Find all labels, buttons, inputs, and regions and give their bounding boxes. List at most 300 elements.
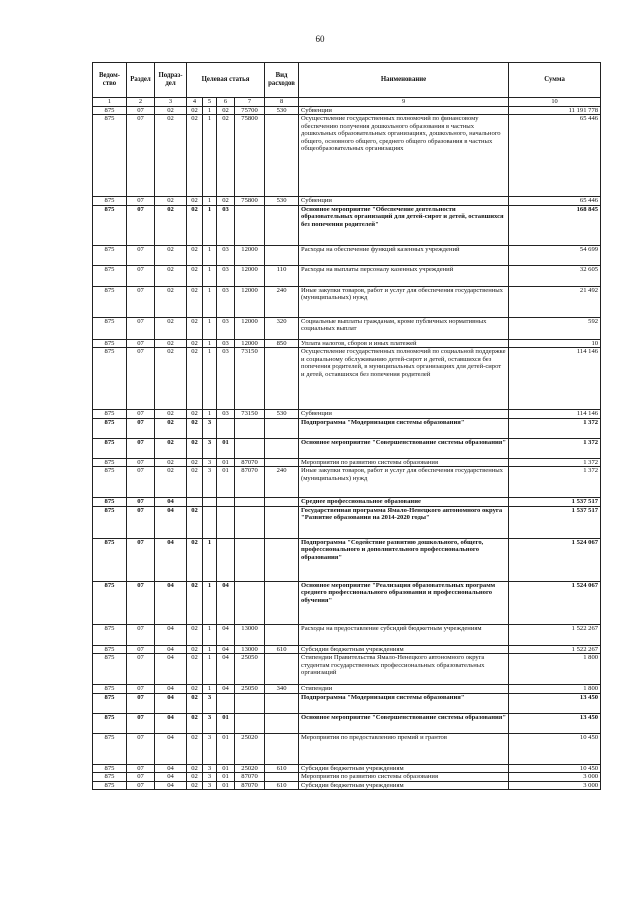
program-code-cell: 02 bbox=[187, 339, 203, 348]
activity-code-cell: 04 bbox=[217, 685, 235, 694]
table-row bbox=[93, 506, 601, 538]
subsection-cell: 04 bbox=[155, 506, 187, 538]
table-row bbox=[93, 538, 601, 581]
sum-cell: 65 446 bbox=[509, 197, 601, 206]
department-cell: 875 bbox=[93, 624, 127, 645]
expense-type-cell bbox=[265, 713, 299, 733]
direction-code-cell bbox=[235, 713, 265, 733]
activity-code-cell: 01 bbox=[217, 781, 235, 790]
column-numbers-row bbox=[93, 98, 601, 107]
department-cell: 875 bbox=[93, 654, 127, 685]
expense-type-cell: 530 bbox=[265, 106, 299, 115]
subsection-cell: 04 bbox=[155, 773, 187, 782]
program-code-cell: 02 bbox=[187, 693, 203, 713]
table-row bbox=[93, 581, 601, 624]
table-row bbox=[93, 197, 601, 206]
name-cell: Расходы на предоставление субсидий бюджетным учреждениям bbox=[299, 624, 509, 645]
header-row bbox=[93, 63, 601, 98]
activity-code-cell: 03 bbox=[217, 317, 235, 339]
expense-type-cell bbox=[265, 115, 299, 197]
activity-code-cell bbox=[217, 538, 235, 581]
subprogram-code-cell: 1 bbox=[203, 624, 217, 645]
subprogram-code-cell: 3 bbox=[203, 713, 217, 733]
name-cell: Субсидии бюджетным учреждениям bbox=[299, 645, 509, 654]
program-code-cell: 02 bbox=[187, 286, 203, 317]
department-cell: 875 bbox=[93, 506, 127, 538]
sum-cell: 32 605 bbox=[509, 265, 601, 286]
expense-type-cell bbox=[265, 581, 299, 624]
program-code-cell: 02 bbox=[187, 197, 203, 206]
section-cell: 07 bbox=[127, 317, 155, 339]
header-name: Наименование bbox=[299, 63, 509, 98]
subprogram-code-cell: 3 bbox=[203, 458, 217, 467]
subsection-cell: 04 bbox=[155, 693, 187, 713]
section-cell: 07 bbox=[127, 418, 155, 438]
section-cell: 07 bbox=[127, 205, 155, 245]
section-cell: 07 bbox=[127, 581, 155, 624]
subprogram-code-cell: 1 bbox=[203, 106, 217, 115]
department-cell: 875 bbox=[93, 458, 127, 467]
department-cell: 875 bbox=[93, 713, 127, 733]
column-number: 6 bbox=[217, 98, 235, 107]
department-cell: 875 bbox=[93, 498, 127, 507]
name-cell: Социальные выплаты гражданам, кроме публичных нормативных социальных выплат bbox=[299, 317, 509, 339]
header-section: Раздел bbox=[127, 63, 155, 98]
direction-code-cell: 75700 bbox=[235, 106, 265, 115]
expense-type-cell bbox=[265, 693, 299, 713]
subsection-cell: 04 bbox=[155, 538, 187, 581]
activity-code-cell: 01 bbox=[217, 773, 235, 782]
activity-code-cell: 03 bbox=[217, 205, 235, 245]
sum-cell: 1 522 267 bbox=[509, 645, 601, 654]
subprogram-code-cell bbox=[203, 498, 217, 507]
activity-code-cell: 01 bbox=[217, 733, 235, 764]
subsection-cell: 02 bbox=[155, 418, 187, 438]
activity-code-cell: 03 bbox=[217, 348, 235, 410]
expense-type-cell: 530 bbox=[265, 197, 299, 206]
column-number: 8 bbox=[265, 98, 299, 107]
section-cell: 07 bbox=[127, 286, 155, 317]
name-cell: Основное мероприятие "Совершенствование системы образования" bbox=[299, 713, 509, 733]
direction-code-cell: 13000 bbox=[235, 624, 265, 645]
expense-type-cell: 320 bbox=[265, 317, 299, 339]
subprogram-code-cell: 1 bbox=[203, 197, 217, 206]
table-row bbox=[93, 645, 601, 654]
subsection-cell: 02 bbox=[155, 410, 187, 419]
sum-cell: 1 524 067 bbox=[509, 581, 601, 624]
section-cell: 07 bbox=[127, 733, 155, 764]
subsection-cell: 04 bbox=[155, 624, 187, 645]
activity-code-cell bbox=[217, 693, 235, 713]
table-row bbox=[93, 410, 601, 419]
activity-code-cell: 02 bbox=[217, 115, 235, 197]
direction-code-cell bbox=[235, 438, 265, 458]
table-row bbox=[93, 498, 601, 507]
subsection-cell: 04 bbox=[155, 498, 187, 507]
expense-type-cell bbox=[265, 773, 299, 782]
name-cell: Основное мероприятие "Обеспечение деятельности образовательных организаций для детей-сирот и детей, оставшихся без попечения родителей" bbox=[299, 205, 509, 245]
direction-code-cell: 12000 bbox=[235, 265, 265, 286]
name-cell: Осуществление государственных полномочий по социальной поддержке и социальному обслуживанию детей-сирот и детей, оставшихся без попечения родителей, в муниципальных организациях для детей-сирот и детей, оставшихся без попечения родителей bbox=[299, 348, 509, 410]
subprogram-code-cell: 1 bbox=[203, 339, 217, 348]
subsection-cell: 02 bbox=[155, 106, 187, 115]
sum-cell: 21 492 bbox=[509, 286, 601, 317]
expense-type-cell: 610 bbox=[265, 645, 299, 654]
program-code-cell: 02 bbox=[187, 115, 203, 197]
section-cell: 07 bbox=[127, 781, 155, 790]
section-cell: 07 bbox=[127, 538, 155, 581]
subsection-cell: 04 bbox=[155, 581, 187, 624]
program-code-cell: 02 bbox=[187, 773, 203, 782]
program-code-cell: 02 bbox=[187, 781, 203, 790]
sum-cell: 65 446 bbox=[509, 115, 601, 197]
name-cell: Расходы на обеспечение функций казенных учреждений bbox=[299, 245, 509, 265]
department-cell: 875 bbox=[93, 339, 127, 348]
subsection-cell: 02 bbox=[155, 265, 187, 286]
name-cell: Мероприятия по предоставлению премий и грантов bbox=[299, 733, 509, 764]
expense-type-cell bbox=[265, 654, 299, 685]
sum-cell: 11 191 778 bbox=[509, 106, 601, 115]
expense-type-cell bbox=[265, 538, 299, 581]
direction-code-cell bbox=[235, 498, 265, 507]
table-row bbox=[93, 106, 601, 115]
name-cell: Иные закупки товаров, работ и услуг для обеспечения государственных (муниципальных) нужд bbox=[299, 467, 509, 498]
program-code-cell: 02 bbox=[187, 348, 203, 410]
column-number: 10 bbox=[509, 98, 601, 107]
subprogram-code-cell: 3 bbox=[203, 418, 217, 438]
subsection-cell: 02 bbox=[155, 467, 187, 498]
expense-type-cell bbox=[265, 506, 299, 538]
subprogram-code-cell: 1 bbox=[203, 115, 217, 197]
program-code-cell: 02 bbox=[187, 106, 203, 115]
department-cell: 875 bbox=[93, 418, 127, 438]
expense-type-cell bbox=[265, 418, 299, 438]
activity-code-cell bbox=[217, 498, 235, 507]
activity-code-cell: 01 bbox=[217, 458, 235, 467]
name-cell: Иные закупки товаров, работ и услуг для обеспечения государственных (муниципальных) нужд bbox=[299, 286, 509, 317]
department-cell: 875 bbox=[93, 265, 127, 286]
activity-code-cell: 01 bbox=[217, 467, 235, 498]
activity-code-cell: 03 bbox=[217, 286, 235, 317]
program-code-cell: 02 bbox=[187, 265, 203, 286]
subprogram-code-cell: 3 bbox=[203, 773, 217, 782]
department-cell: 875 bbox=[93, 733, 127, 764]
subsection-cell: 04 bbox=[155, 713, 187, 733]
department-cell: 875 bbox=[93, 538, 127, 581]
subprogram-code-cell: 1 bbox=[203, 317, 217, 339]
department-cell: 875 bbox=[93, 115, 127, 197]
header-sum: Сумма bbox=[509, 63, 601, 98]
table-row bbox=[93, 418, 601, 438]
program-code-cell: 02 bbox=[187, 438, 203, 458]
column-number: 4 bbox=[187, 98, 203, 107]
section-cell: 07 bbox=[127, 654, 155, 685]
subprogram-code-cell bbox=[203, 506, 217, 538]
expense-type-cell bbox=[265, 205, 299, 245]
subsection-cell: 04 bbox=[155, 764, 187, 773]
section-cell: 07 bbox=[127, 773, 155, 782]
subsection-cell: 02 bbox=[155, 197, 187, 206]
subprogram-code-cell: 1 bbox=[203, 205, 217, 245]
section-cell: 07 bbox=[127, 348, 155, 410]
department-cell: 875 bbox=[93, 245, 127, 265]
sum-cell: 1 372 bbox=[509, 438, 601, 458]
name-cell: Основное мероприятие "Совершенствование системы образования" bbox=[299, 438, 509, 458]
sum-cell: 114 146 bbox=[509, 410, 601, 419]
program-code-cell: 02 bbox=[187, 506, 203, 538]
subprogram-code-cell: 1 bbox=[203, 286, 217, 317]
section-cell: 07 bbox=[127, 106, 155, 115]
department-cell: 875 bbox=[93, 106, 127, 115]
program-code-cell: 02 bbox=[187, 654, 203, 685]
table-body bbox=[93, 106, 601, 790]
header-target-article: Целевая статья bbox=[187, 63, 265, 98]
subprogram-code-cell: 3 bbox=[203, 467, 217, 498]
department-cell: 875 bbox=[93, 645, 127, 654]
department-cell: 875 bbox=[93, 410, 127, 419]
expense-type-cell bbox=[265, 498, 299, 507]
table-row bbox=[93, 348, 601, 410]
expense-type-cell: 240 bbox=[265, 467, 299, 498]
section-cell: 07 bbox=[127, 693, 155, 713]
department-cell: 875 bbox=[93, 773, 127, 782]
table-row bbox=[93, 781, 601, 790]
expense-type-cell: 340 bbox=[265, 685, 299, 694]
subprogram-code-cell: 1 bbox=[203, 685, 217, 694]
subprogram-code-cell: 1 bbox=[203, 581, 217, 624]
section-cell: 07 bbox=[127, 764, 155, 773]
section-cell: 07 bbox=[127, 245, 155, 265]
column-number: 9 bbox=[299, 98, 509, 107]
sum-cell: 1 372 bbox=[509, 467, 601, 498]
subsection-cell: 04 bbox=[155, 685, 187, 694]
table-row bbox=[93, 265, 601, 286]
department-cell: 875 bbox=[93, 286, 127, 317]
section-cell: 07 bbox=[127, 115, 155, 197]
activity-code-cell: 04 bbox=[217, 645, 235, 654]
subprogram-code-cell: 3 bbox=[203, 781, 217, 790]
subsection-cell: 02 bbox=[155, 438, 187, 458]
activity-code-cell: 02 bbox=[217, 106, 235, 115]
expense-type-cell bbox=[265, 348, 299, 410]
name-cell: Субсидии бюджетным учреждениям bbox=[299, 781, 509, 790]
name-cell: Подпрограмма "Модернизация системы образования" bbox=[299, 418, 509, 438]
subsection-cell: 04 bbox=[155, 654, 187, 685]
sum-cell: 1 800 bbox=[509, 685, 601, 694]
direction-code-cell: 13000 bbox=[235, 645, 265, 654]
name-cell: Осуществление государственных полномочий по финансовому обеспечению получения дошкольного образования в частных дошкольных образовательных организациях, дошкольного, начального общего, основного общего, среднего общего образования в частных общеобразовательных организациях bbox=[299, 115, 509, 197]
program-code-cell: 02 bbox=[187, 733, 203, 764]
program-code-cell: 02 bbox=[187, 538, 203, 581]
expense-type-cell: 610 bbox=[265, 764, 299, 773]
subsection-cell: 04 bbox=[155, 781, 187, 790]
column-number: 2 bbox=[127, 98, 155, 107]
name-cell: Стипендии bbox=[299, 685, 509, 694]
department-cell: 875 bbox=[93, 693, 127, 713]
subsection-cell: 02 bbox=[155, 458, 187, 467]
sum-cell: 168 845 bbox=[509, 205, 601, 245]
direction-code-cell: 87070 bbox=[235, 458, 265, 467]
direction-code-cell: 87070 bbox=[235, 773, 265, 782]
sum-cell: 54 699 bbox=[509, 245, 601, 265]
expense-type-cell bbox=[265, 458, 299, 467]
program-code-cell: 02 bbox=[187, 624, 203, 645]
activity-code-cell: 04 bbox=[217, 654, 235, 685]
direction-code-cell: 73150 bbox=[235, 348, 265, 410]
department-cell: 875 bbox=[93, 685, 127, 694]
sum-cell: 13 450 bbox=[509, 713, 601, 733]
department-cell: 875 bbox=[93, 764, 127, 773]
sum-cell: 1 372 bbox=[509, 458, 601, 467]
table-row bbox=[93, 205, 601, 245]
activity-code-cell: 01 bbox=[217, 438, 235, 458]
subsection-cell: 02 bbox=[155, 205, 187, 245]
section-cell: 07 bbox=[127, 265, 155, 286]
department-cell: 875 bbox=[93, 581, 127, 624]
name-cell: Среднее профессиональное образование bbox=[299, 498, 509, 507]
name-cell: Подпрограмма "Содействие развитию дошкольного, общего, профессионального и дополнительного профессионального образования" bbox=[299, 538, 509, 581]
department-cell: 875 bbox=[93, 205, 127, 245]
direction-code-cell: 75800 bbox=[235, 197, 265, 206]
table-row bbox=[93, 317, 601, 339]
section-cell: 07 bbox=[127, 498, 155, 507]
expense-type-cell bbox=[265, 733, 299, 764]
direction-code-cell bbox=[235, 205, 265, 245]
section-cell: 07 bbox=[127, 713, 155, 733]
program-code-cell: 02 bbox=[187, 317, 203, 339]
program-code-cell: 02 bbox=[187, 581, 203, 624]
direction-code-cell bbox=[235, 538, 265, 581]
subprogram-code-cell: 1 bbox=[203, 538, 217, 581]
expense-type-cell: 530 bbox=[265, 410, 299, 419]
table-row bbox=[93, 764, 601, 773]
column-number: 7 bbox=[235, 98, 265, 107]
activity-code-cell: 02 bbox=[217, 197, 235, 206]
subprogram-code-cell: 1 bbox=[203, 265, 217, 286]
budget-table bbox=[92, 62, 601, 790]
sum-cell: 3 000 bbox=[509, 781, 601, 790]
column-number: 5 bbox=[203, 98, 217, 107]
sum-cell: 1 537 517 bbox=[509, 506, 601, 538]
program-code-cell: 02 bbox=[187, 458, 203, 467]
section-cell: 07 bbox=[127, 339, 155, 348]
name-cell: Основное мероприятие "Реализация образовательных программ среднего профессионального образования и профессионального обучения" bbox=[299, 581, 509, 624]
program-code-cell bbox=[187, 498, 203, 507]
name-cell: Субсидии бюджетным учреждениям bbox=[299, 764, 509, 773]
direction-code-cell: 25020 bbox=[235, 733, 265, 764]
table-row bbox=[93, 339, 601, 348]
name-cell: Мероприятия по развитию системы образования bbox=[299, 773, 509, 782]
activity-code-cell bbox=[217, 506, 235, 538]
section-cell: 07 bbox=[127, 410, 155, 419]
section-cell: 07 bbox=[127, 197, 155, 206]
table-row bbox=[93, 438, 601, 458]
table-row bbox=[93, 693, 601, 713]
header-department: Ведом- ство bbox=[93, 63, 127, 98]
activity-code-cell: 03 bbox=[217, 245, 235, 265]
direction-code-cell: 75800 bbox=[235, 115, 265, 197]
activity-code-cell: 04 bbox=[217, 581, 235, 624]
section-cell: 07 bbox=[127, 506, 155, 538]
subsection-cell: 02 bbox=[155, 115, 187, 197]
direction-code-cell: 25050 bbox=[235, 654, 265, 685]
name-cell: Стипендии Правительства Ямало-Ненецкого автономного округа студентам государственных профессиональных образовательных организаций bbox=[299, 654, 509, 685]
section-cell: 07 bbox=[127, 624, 155, 645]
direction-code-cell: 12000 bbox=[235, 339, 265, 348]
expense-type-cell: 240 bbox=[265, 286, 299, 317]
subprogram-code-cell: 1 bbox=[203, 348, 217, 410]
sum-cell: 10 450 bbox=[509, 764, 601, 773]
direction-code-cell bbox=[235, 693, 265, 713]
activity-code-cell: 03 bbox=[217, 265, 235, 286]
subprogram-code-cell: 1 bbox=[203, 645, 217, 654]
expense-type-cell bbox=[265, 624, 299, 645]
direction-code-cell: 73150 bbox=[235, 410, 265, 419]
subprogram-code-cell: 1 bbox=[203, 410, 217, 419]
section-cell: 07 bbox=[127, 458, 155, 467]
program-code-cell: 02 bbox=[187, 645, 203, 654]
name-cell: Субвенции bbox=[299, 106, 509, 115]
direction-code-cell bbox=[235, 418, 265, 438]
sum-cell: 13 450 bbox=[509, 693, 601, 713]
column-number: 3 bbox=[155, 98, 187, 107]
program-code-cell: 02 bbox=[187, 764, 203, 773]
activity-code-cell: 01 bbox=[217, 764, 235, 773]
section-cell: 07 bbox=[127, 685, 155, 694]
name-cell: Субвенции bbox=[299, 410, 509, 419]
expense-type-cell bbox=[265, 438, 299, 458]
table-row bbox=[93, 286, 601, 317]
expense-type-cell: 610 bbox=[265, 781, 299, 790]
activity-code-cell: 03 bbox=[217, 339, 235, 348]
subsection-cell: 02 bbox=[155, 245, 187, 265]
sum-cell: 592 bbox=[509, 317, 601, 339]
table-row bbox=[93, 467, 601, 498]
name-cell: Уплата налогов, сборов и иных платежей bbox=[299, 339, 509, 348]
program-code-cell: 02 bbox=[187, 245, 203, 265]
table-row bbox=[93, 733, 601, 764]
table-row bbox=[93, 245, 601, 265]
expense-type-cell: 850 bbox=[265, 339, 299, 348]
activity-code-cell bbox=[217, 418, 235, 438]
subsection-cell: 04 bbox=[155, 733, 187, 764]
expense-type-cell: 110 bbox=[265, 265, 299, 286]
name-cell: Государственная программа Ямало-Ненецкого автономного округа "Развитие образования на 2014-2020 годы" bbox=[299, 506, 509, 538]
subsection-cell: 02 bbox=[155, 339, 187, 348]
program-code-cell: 02 bbox=[187, 410, 203, 419]
name-cell: Расходы на выплаты персоналу казенных учреждений bbox=[299, 265, 509, 286]
direction-code-cell: 87070 bbox=[235, 781, 265, 790]
activity-code-cell: 01 bbox=[217, 713, 235, 733]
table-row bbox=[93, 624, 601, 645]
program-code-cell: 02 bbox=[187, 685, 203, 694]
department-cell: 875 bbox=[93, 781, 127, 790]
subprogram-code-cell: 3 bbox=[203, 438, 217, 458]
sum-cell: 10 bbox=[509, 339, 601, 348]
section-cell: 07 bbox=[127, 467, 155, 498]
department-cell: 875 bbox=[93, 317, 127, 339]
table-row bbox=[93, 713, 601, 733]
department-cell: 875 bbox=[93, 348, 127, 410]
expense-type-cell bbox=[265, 245, 299, 265]
table-row bbox=[93, 115, 601, 197]
direction-code-cell: 12000 bbox=[235, 286, 265, 317]
sum-cell: 1 372 bbox=[509, 418, 601, 438]
direction-code-cell: 25020 bbox=[235, 764, 265, 773]
direction-code-cell bbox=[235, 581, 265, 624]
subsection-cell: 02 bbox=[155, 317, 187, 339]
program-code-cell: 02 bbox=[187, 418, 203, 438]
